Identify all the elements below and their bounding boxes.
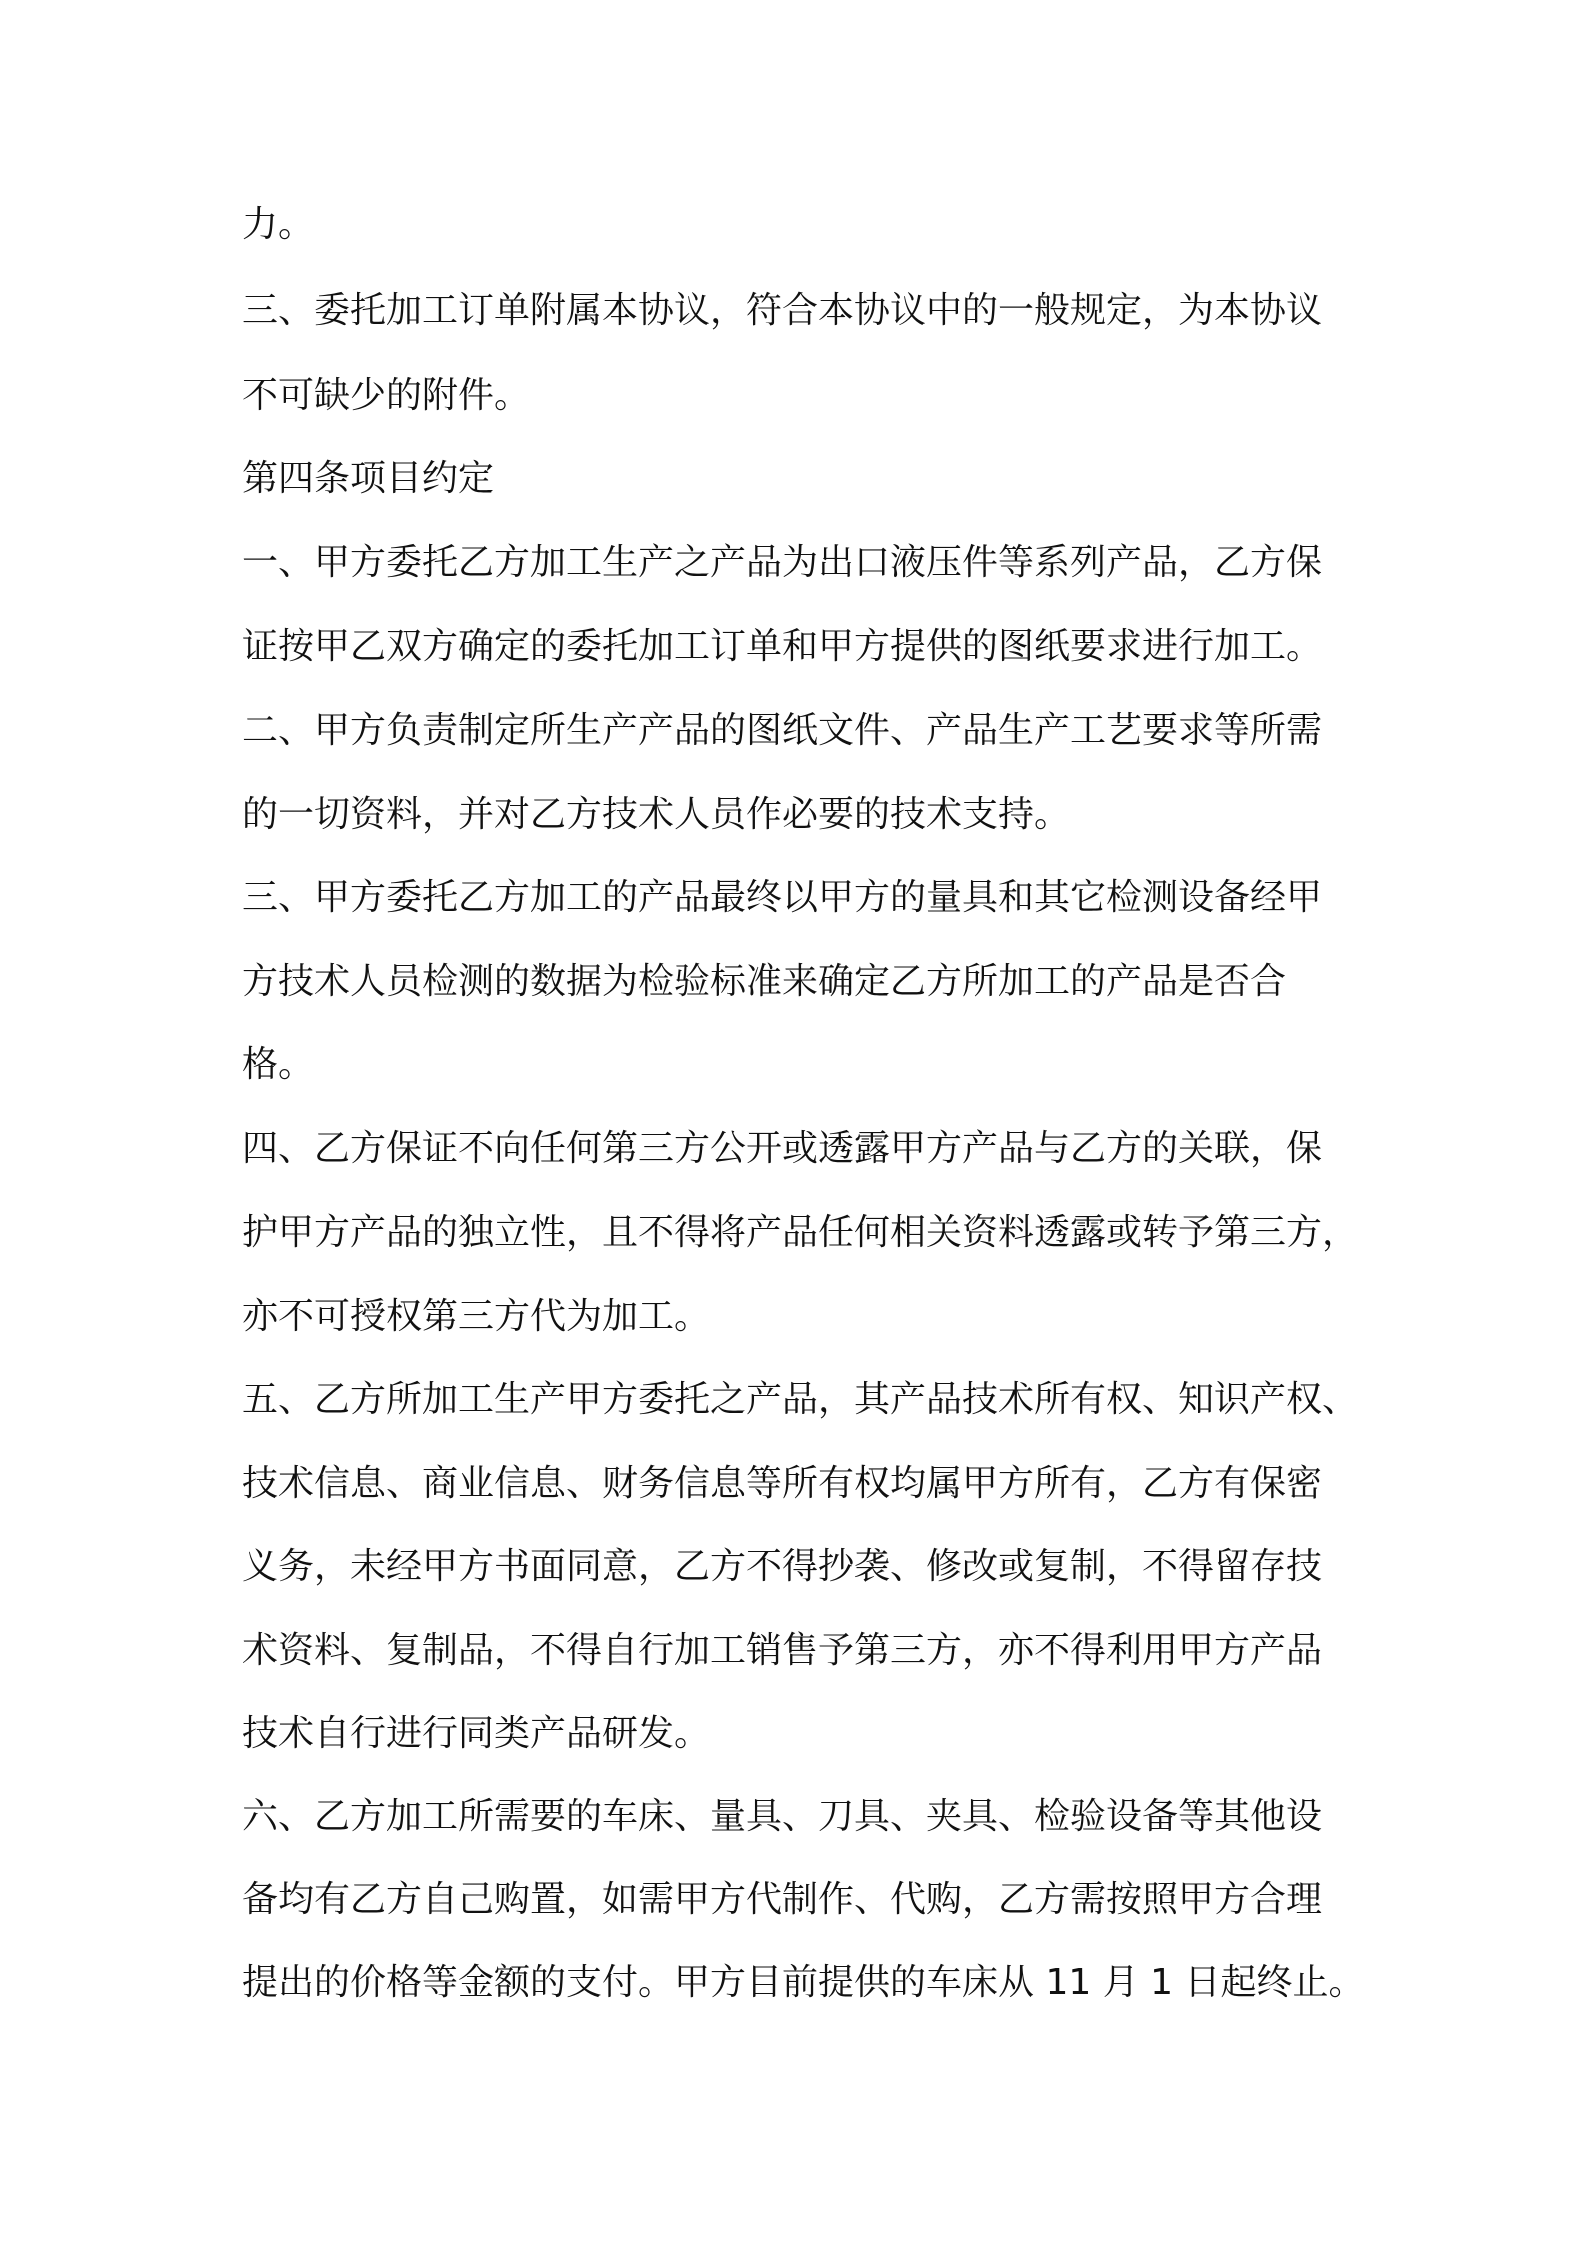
text-line: 术资料、复制品，不得自行加工销售予第三方，亦不得利用甲方产品	[242, 1630, 1323, 1671]
text-line: 不可缺少的附件。	[242, 375, 531, 416]
text-line: 备均有乙方自己购置，如需甲方代制作、代购，乙方需按照甲方合理	[242, 1879, 1323, 1920]
text-line: 六、乙方加工所需要的车床、量具、刀具、夹具、检验设备等其他设	[242, 1796, 1323, 1837]
text-line: 技术自行进行同类产品研发。	[242, 1713, 711, 1754]
text-line: 力。	[242, 204, 315, 245]
text-line: 技术信息、商业信息、财务信息等所有权均属甲方所有，乙方有保密	[242, 1463, 1323, 1504]
text-line: 亦不可授权第三方代为加工。	[242, 1296, 711, 1337]
text-line: 的一切资料，并对乙方技术人员作必要的技术支持。	[242, 794, 1071, 835]
text-line: 三、甲方委托乙方加工的产品最终以甲方的量具和其它检测设备经甲	[242, 877, 1323, 918]
text-line: 护甲方产品的独立性，且不得将产品任何相关资料透露或转予第三方，	[242, 1212, 1359, 1253]
text-line: 义务，未经甲方书面同意，乙方不得抄袭、修改或复制，不得留存技	[242, 1546, 1323, 1587]
text-line: 二、甲方负责制定所生产产品的图纸文件、产品生产工艺要求等所需	[242, 710, 1323, 751]
text-line: 提出的价格等金额的支付。甲方目前提供的车床从 11 月 1 日起终止。	[242, 1962, 1365, 2003]
text-line: 格。	[242, 1044, 315, 1085]
text-line: 三、委托加工订单附属本协议，符合本协议中的一般规定，为本协议	[242, 290, 1323, 331]
section-heading: 第四条项目约定	[242, 458, 495, 499]
text-line: 一、甲方委托乙方加工生产之产品为出口液压件等系列产品，乙方保	[242, 542, 1323, 583]
text-line: 证按甲乙双方确定的委托加工订单和甲方提供的图纸要求进行加工。	[242, 626, 1323, 667]
text-line: 五、乙方所加工生产甲方委托之产品，其产品技术所有权、知识产权、	[242, 1379, 1359, 1420]
text-line: 方技术人员检测的数据为检验标准来确定乙方所加工的产品是否合	[242, 961, 1287, 1002]
text-line: 四、乙方保证不向任何第三方公开或透露甲方产品与乙方的关联，保	[242, 1128, 1323, 1169]
